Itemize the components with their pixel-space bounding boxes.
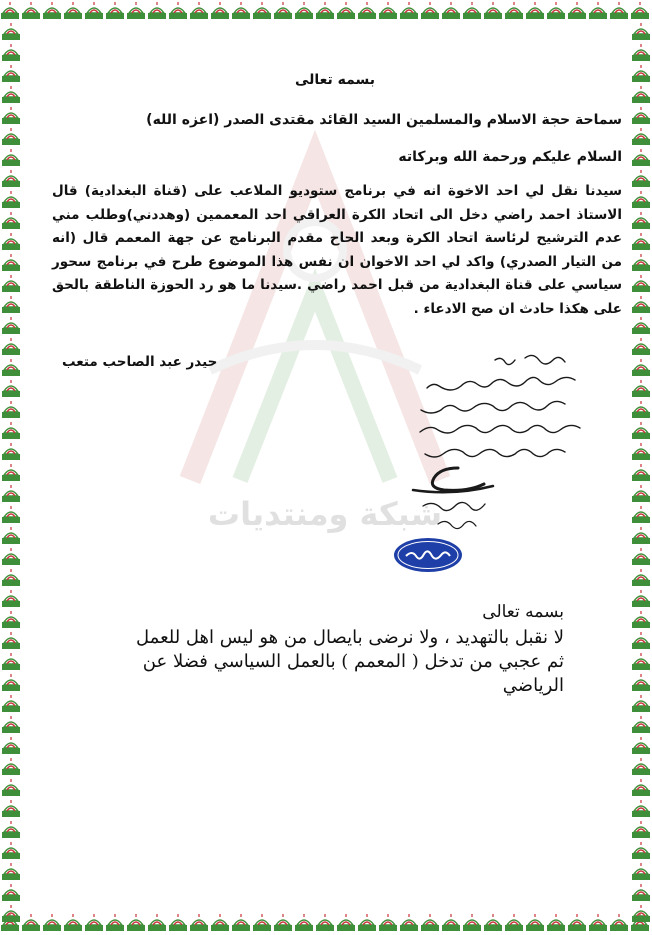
decorative-border-bottom	[0, 910, 652, 935]
border-motif-icon	[232, 2, 250, 19]
border-motif-icon	[2, 800, 20, 817]
border-motif-icon	[400, 914, 418, 931]
border-motif-icon	[463, 914, 481, 931]
border-motif-icon	[211, 914, 229, 931]
border-motif-icon	[632, 821, 650, 838]
office-stamp	[392, 536, 464, 574]
border-motif-icon	[2, 107, 20, 124]
border-motif-icon	[2, 548, 20, 565]
border-motif-icon	[632, 548, 650, 565]
border-motif-icon	[632, 233, 650, 250]
border-motif-icon	[253, 2, 271, 19]
border-motif-icon	[295, 914, 313, 931]
border-motif-icon	[316, 914, 334, 931]
border-motif-icon	[2, 359, 20, 376]
border-motif-icon	[632, 191, 650, 208]
reply-line: ثم عجبي من تدخل ( المعمم ) بالعمل السياسي فضلا عن	[142, 651, 564, 672]
decorative-border-left	[0, 0, 22, 935]
decorative-border-top	[0, 0, 652, 22]
border-motif-icon	[127, 2, 145, 19]
border-motif-icon	[379, 914, 397, 931]
border-motif-icon	[632, 170, 650, 187]
border-motif-icon	[632, 338, 650, 355]
border-motif-icon	[547, 2, 565, 19]
watermark-text: شبكة ومنتديات	[207, 495, 443, 533]
border-motif-icon	[632, 212, 650, 229]
decorative-border-right	[630, 0, 652, 935]
border-motif-icon	[632, 779, 650, 796]
border-motif-icon	[274, 2, 292, 19]
border-motif-icon	[632, 380, 650, 397]
border-motif-icon	[632, 422, 650, 439]
border-motif-icon	[505, 914, 523, 931]
border-motif-icon	[106, 2, 124, 19]
letter-address: سماحة حجة الاسلام والمسلمين السيد القائد مقتدى الصدر (اعزه الله)	[146, 112, 622, 128]
border-motif-icon	[2, 842, 20, 859]
border-motif-icon	[2, 716, 20, 733]
border-motif-icon	[526, 2, 544, 19]
border-motif-icon	[589, 914, 607, 931]
border-motif-icon	[358, 914, 376, 931]
border-motif-icon	[2, 653, 20, 670]
border-motif-icon	[632, 842, 650, 859]
border-motif-icon	[358, 2, 376, 19]
border-motif-icon	[632, 506, 650, 523]
border-motif-icon	[632, 443, 650, 460]
border-motif-icon	[2, 128, 20, 145]
border-motif-icon	[64, 2, 82, 19]
border-motif-icon	[2, 44, 20, 61]
border-motif-icon	[632, 884, 650, 901]
border-motif-icon	[632, 149, 650, 166]
letter-greeting: السلام عليكم ورحمة الله وبركاته	[398, 149, 622, 165]
border-motif-icon	[484, 914, 502, 931]
reply-line: الرياضي	[502, 675, 564, 696]
border-motif-icon	[85, 2, 103, 19]
border-motif-icon	[148, 2, 166, 19]
border-motif-icon	[2, 170, 20, 187]
border-motif-icon	[211, 2, 229, 19]
border-motif-icon	[2, 233, 20, 250]
border-motif-icon	[337, 914, 355, 931]
border-motif-icon	[2, 821, 20, 838]
border-motif-icon	[632, 905, 650, 922]
border-motif-icon	[2, 65, 20, 82]
border-motif-icon	[2, 380, 20, 397]
border-motif-icon	[632, 527, 650, 544]
border-motif-icon	[632, 632, 650, 649]
reply-transcription	[94, 600, 564, 698]
border-motif-icon	[190, 914, 208, 931]
border-motif-icon	[463, 2, 481, 19]
border-motif-icon	[632, 695, 650, 712]
border-motif-icon	[2, 884, 20, 901]
border-motif-icon	[43, 914, 61, 931]
border-motif-icon	[400, 2, 418, 19]
border-motif-icon	[632, 275, 650, 292]
letter-body: سيدنا نقل لي احد الاخوة انه في برنامج ستوديو الملاعب على (قناة البغدادية) قال الاستاذ احمد راضي دخل الى اتحاد الكرة العراقي احد المعممين (وهددني)وطلب مني عدم الترشيح لرئاسة اتحاد الكرة وبعد الحاح مقدم البرنامج عن جهة المعمم قال (انه من التيار الصدري) واكد لي احد الاخوان ان نفس هذا الموضوع طرح في برنامج سحور سياسي على قناة البغدادية من قبل احمد راضي .سيدنا ما هو رد الحوزة الناطقة بالحق على هكذا حادث ان صح الادعاء .	[52, 183, 622, 317]
border-motif-icon	[632, 590, 650, 607]
border-motif-icon	[22, 914, 40, 931]
border-motif-icon	[526, 914, 544, 931]
border-motif-icon	[632, 485, 650, 502]
border-motif-icon	[2, 779, 20, 796]
border-motif-icon	[421, 914, 439, 931]
border-motif-icon	[2, 23, 20, 40]
border-motif-icon	[632, 569, 650, 586]
border-motif-icon	[610, 2, 628, 19]
border-motif-icon	[22, 2, 40, 19]
border-motif-icon	[632, 44, 650, 61]
border-motif-icon	[2, 401, 20, 418]
border-motif-icon	[316, 2, 334, 19]
border-motif-icon	[632, 254, 650, 271]
border-motif-icon	[632, 317, 650, 334]
border-motif-icon	[484, 2, 502, 19]
border-motif-icon	[632, 653, 650, 670]
reply-line: لا نقبل بالتهديد ، ولا نرضى بايصال من هو ليس اهل للعمل	[136, 627, 564, 648]
border-motif-icon	[2, 737, 20, 754]
border-motif-icon	[632, 737, 650, 754]
handwritten-reply-image	[375, 348, 590, 468]
border-motif-icon	[2, 464, 20, 481]
border-motif-icon	[2, 86, 20, 103]
border-motif-icon	[169, 914, 187, 931]
border-motif-icon	[64, 914, 82, 931]
border-motif-icon	[2, 632, 20, 649]
border-motif-icon	[2, 422, 20, 439]
border-motif-icon	[2, 296, 20, 313]
border-motif-icon	[2, 527, 20, 544]
border-motif-icon	[568, 914, 586, 931]
border-motif-icon	[632, 758, 650, 775]
border-motif-icon	[632, 128, 650, 145]
border-motif-icon	[632, 23, 650, 40]
border-motif-icon	[421, 2, 439, 19]
border-motif-icon	[632, 65, 650, 82]
border-motif-icon	[295, 2, 313, 19]
border-motif-icon	[2, 506, 20, 523]
border-motif-icon	[2, 212, 20, 229]
border-motif-icon	[589, 2, 607, 19]
reply-heading: بسمه تعالى	[482, 602, 564, 622]
border-motif-icon	[190, 2, 208, 19]
border-motif-icon	[2, 317, 20, 334]
border-motif-icon	[85, 914, 103, 931]
border-motif-icon	[2, 569, 20, 586]
letter-basmala: بسمه تعالى	[294, 72, 376, 88]
border-motif-icon	[632, 296, 650, 313]
border-motif-icon	[632, 464, 650, 481]
border-motif-icon	[568, 2, 586, 19]
border-motif-icon	[2, 149, 20, 166]
border-motif-icon	[127, 914, 145, 931]
border-motif-icon	[632, 611, 650, 628]
border-motif-icon	[442, 914, 460, 931]
border-motif-icon	[2, 485, 20, 502]
border-motif-icon	[169, 2, 187, 19]
border-motif-icon	[337, 2, 355, 19]
border-motif-icon	[106, 914, 124, 931]
sender-name: حيدر عبد الصاحب متعب	[62, 354, 218, 370]
border-motif-icon	[610, 914, 628, 931]
border-motif-icon	[2, 905, 20, 922]
border-motif-icon	[148, 914, 166, 931]
border-motif-icon	[505, 2, 523, 19]
border-motif-icon	[2, 674, 20, 691]
border-motif-icon	[2, 443, 20, 460]
border-motif-icon	[2, 611, 20, 628]
border-motif-icon	[632, 401, 650, 418]
border-motif-icon	[632, 863, 650, 880]
border-motif-icon	[2, 338, 20, 355]
border-motif-icon	[2, 863, 20, 880]
border-motif-icon	[274, 914, 292, 931]
border-motif-icon	[2, 191, 20, 208]
border-motif-icon	[632, 800, 650, 817]
border-motif-icon	[632, 359, 650, 376]
border-motif-icon	[632, 716, 650, 733]
border-motif-icon	[632, 107, 650, 124]
border-motif-icon	[632, 86, 650, 103]
border-motif-icon	[379, 2, 397, 19]
border-motif-icon	[2, 254, 20, 271]
border-motif-icon	[232, 914, 250, 931]
border-motif-icon	[547, 914, 565, 931]
signature	[398, 462, 508, 537]
border-motif-icon	[43, 2, 61, 19]
border-motif-icon	[442, 2, 460, 19]
border-motif-icon	[253, 914, 271, 931]
border-motif-icon	[632, 674, 650, 691]
border-motif-icon	[2, 758, 20, 775]
border-motif-icon	[2, 275, 20, 292]
border-motif-icon	[2, 590, 20, 607]
border-motif-icon	[2, 695, 20, 712]
